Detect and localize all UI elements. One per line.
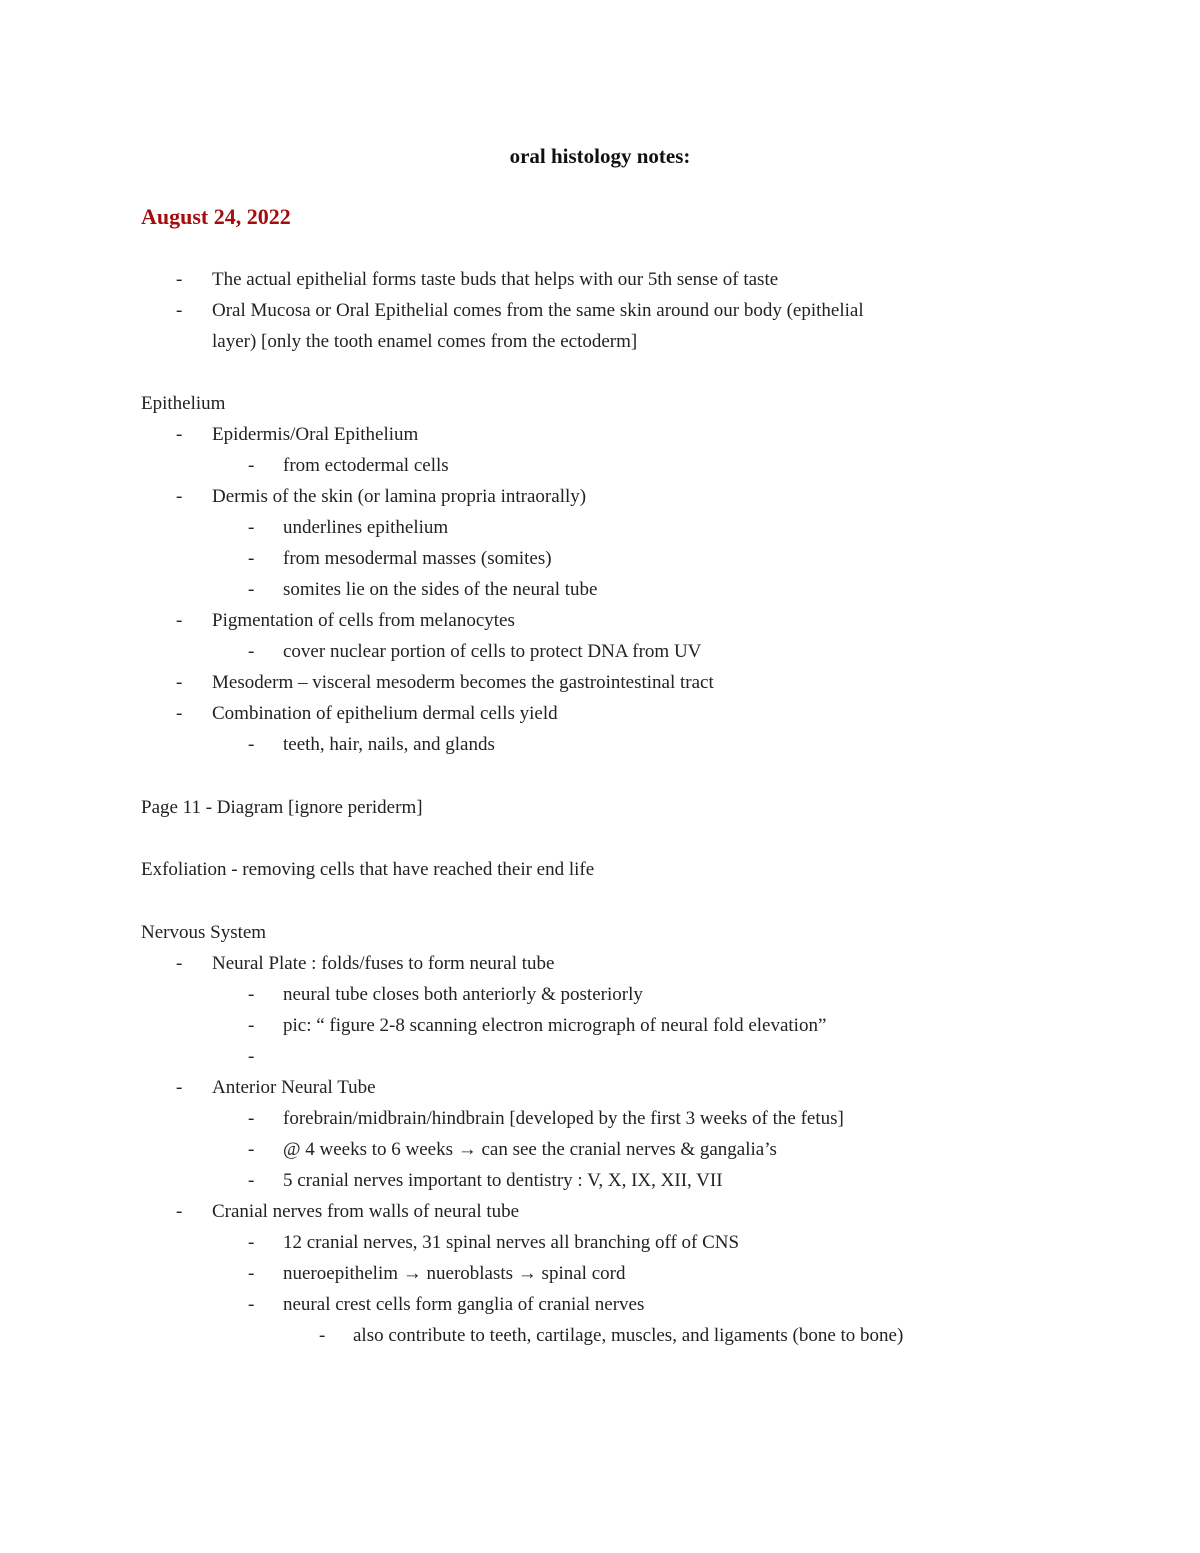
list-subsubitem: also contribute to teeth, cartilage, muscles, and ligaments (bone to bone) [353,1325,904,1346]
section-heading-nervous-system: Nervous System [141,922,267,943]
section-heading-epithelium: Epithelium [141,393,226,414]
bullet-dash: - [248,1294,255,1315]
bullet-dash-empty: - [248,1046,255,1067]
bullet-dash: - [176,1077,183,1098]
bullet-dash: - [248,517,255,538]
list-subitem: from ectodermal cells [283,455,449,476]
bullet-dash: - [176,424,183,445]
intro-item-2-cont: layer) [only the tooth enamel comes from the ectoderm] [212,331,638,352]
list-subitem: somites lie on the sides of the neural tube [283,579,598,600]
list-subitem: 5 cranial nerves important to dentistry : V, X, IX, XII, VII [283,1170,723,1191]
bullet-dash: - [319,1325,326,1346]
bullet-dash: - [248,1015,255,1036]
bullet-dash: - [248,734,255,755]
page-note: Page 11 - Diagram [ignore periderm] [141,797,423,818]
list-subitem: @ 4 weeks to 6 weeks → can see the cranial nerves & gangalia’s [283,1139,777,1160]
bullet-dash: - [248,579,255,600]
bullet-dash: - [176,300,183,321]
list-subitem: nueroepithelim → nueroblasts → spinal cord [283,1263,626,1284]
bullet-dash: - [248,1139,255,1160]
list-item: Anterior Neural Tube [212,1077,376,1098]
list-subitem: forebrain/midbrain/hindbrain [developed by the first 3 weeks of the fetus] [283,1108,844,1129]
bullet-dash: - [248,1232,255,1253]
bullet-dash: - [248,455,255,476]
list-subitem: neural crest cells form ganglia of cranial nerves [283,1294,645,1315]
list-subitem: 12 cranial nerves, 31 spinal nerves all branching off of CNS [283,1232,740,1253]
list-subitem: underlines epithelium [283,517,449,538]
date-heading: August 24, 2022 [141,204,291,229]
bullet-dash: - [176,486,183,507]
bullet-dash: - [176,672,183,693]
bullet-dash: - [176,703,183,724]
list-item: Cranial nerves from walls of neural tube [212,1201,520,1222]
bullet-dash: - [176,269,183,290]
list-subitem: cover nuclear portion of cells to protect DNA from UV [283,641,702,662]
list-subitem: teeth, hair, nails, and glands [283,734,495,755]
list-item: Combination of epithelium dermal cells yield [212,703,558,724]
bullet-dash: - [248,1170,255,1191]
bullet-dash: - [248,1263,255,1284]
list-item: Epidermis/Oral Epithelium [212,424,419,445]
bullet-dash: - [176,610,183,631]
page-title: oral histology notes: [509,144,691,168]
list-item: Pigmentation of cells from melanocytes [212,610,515,631]
list-subitem: neural tube closes both anteriorly & posteriorly [283,984,643,1005]
intro-item-1: The actual epithelial forms taste buds that helps with our 5th sense of taste [212,269,779,290]
bullet-dash: - [248,1108,255,1129]
list-subitem: pic: “ figure 2-8 scanning electron micrograph of neural fold elevation” [283,1015,827,1036]
list-item: Neural Plate : folds/fuses to form neural tube [212,953,555,974]
bullet-dash: - [248,984,255,1005]
bullet-dash: - [248,641,255,662]
list-subitem: from mesodermal masses (somites) [283,548,552,569]
list-item: Mesoderm – visceral mesoderm becomes the gastrointestinal tract [212,672,714,693]
list-item: Dermis of the skin (or lamina propria intraorally) [212,486,587,507]
exfoliation-note: Exfoliation - removing cells that have reached their end life [141,859,595,880]
bullet-dash: - [176,1201,183,1222]
bullet-dash: - [176,953,183,974]
intro-item-2: Oral Mucosa or Oral Epithelial comes from the same skin around our body (epithelial [212,300,864,321]
bullet-dash: - [248,548,255,569]
